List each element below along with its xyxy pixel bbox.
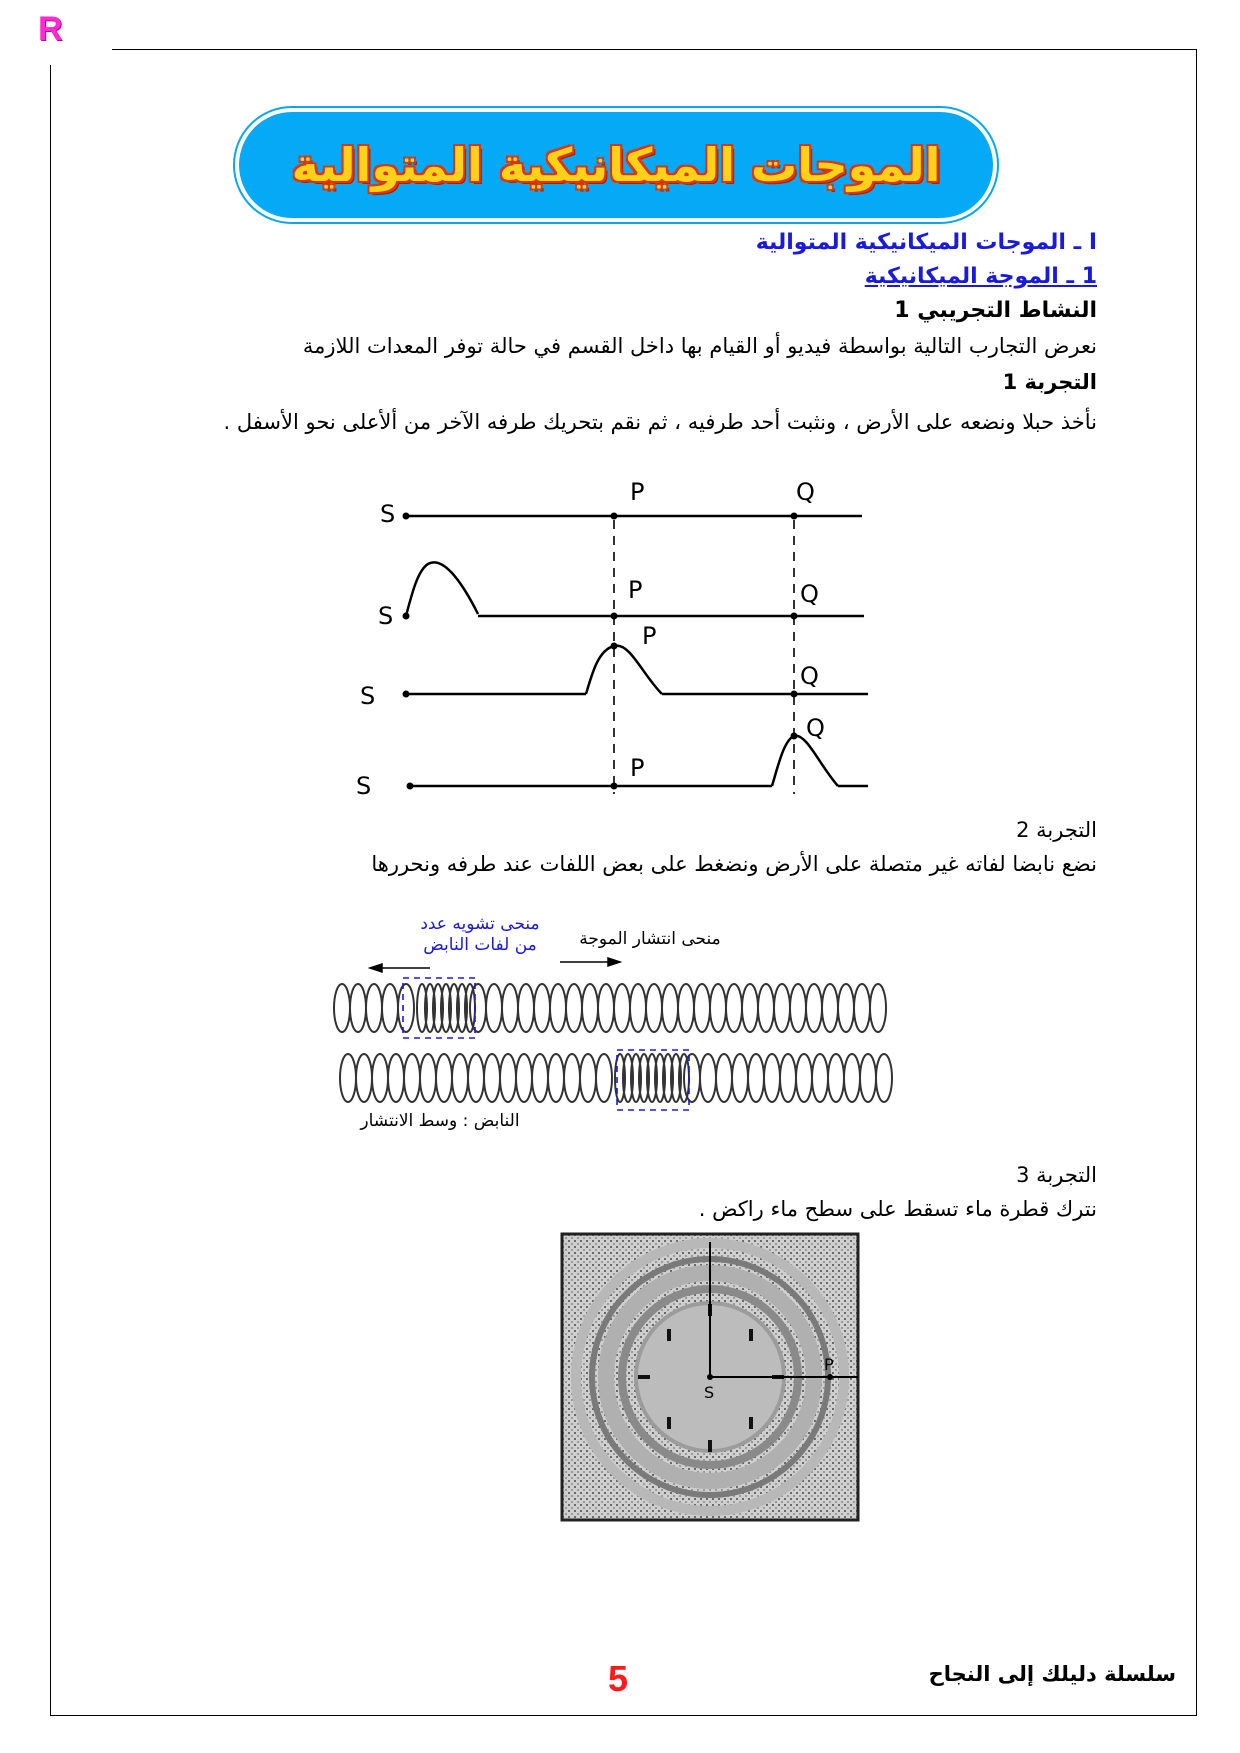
spring-coil [758,984,774,1032]
activity-heading: النشاط التجريبي 1 [894,298,1097,323]
spring-coil [812,1054,828,1102]
propagation-direction-label: منحى انتشار الموجة [579,929,721,949]
spring-coil [700,1054,716,1102]
spring-wave-figure [330,912,930,1140]
spring-coil [780,1054,796,1102]
series-name: سلسلة دليلك إلى النجاح [928,1662,1176,1686]
spring-coil [860,1054,876,1102]
page-frame-right [1196,49,1197,1715]
rope-label-p-3: P [642,622,657,650]
experiment-1-title: التجربة 1 [1002,370,1097,394]
spring-coil [694,984,710,1032]
spring-coil [828,1054,844,1102]
spring-coil [486,984,502,1032]
spring-coil [598,984,614,1032]
spring-top [334,984,886,1032]
spring-coil [452,1054,468,1102]
experiment-2-title: التجربة 2 [1016,818,1097,842]
spring-coil [582,984,598,1032]
ripple-label-s: S [704,1383,715,1402]
spring-coil [630,984,646,1032]
spring-coil [334,984,350,1032]
spring-coil [548,1054,564,1102]
page-title: الموجات الميكانيكية المتوالية [291,138,941,192]
deformation-direction-label-2: من لفات النابض [423,935,537,955]
spring-coil [774,984,790,1032]
spring-coil [502,984,518,1032]
spring-coil [716,1054,732,1102]
rope-label-p-1: P [630,478,645,506]
rope-label-s-2: S [378,602,394,630]
spring-coil [404,1054,420,1102]
intro-paragraph: نعرض التجارب التالية بواسطة فيديو أو القيام بها داخل القسم في حالة توفر المعدات اللازمة [302,334,1097,358]
spring-coil [534,984,550,1032]
spring-coil [470,984,486,1032]
spring-coil [564,1054,580,1102]
rope-label-q-2: Q [800,580,819,608]
spring-coil [614,984,630,1032]
spring-coil [516,1054,532,1102]
spring-coil [366,984,382,1032]
spring-coil [854,984,870,1032]
spring-coil [838,984,854,1032]
rope-label-q-4: Q [806,714,825,742]
spring-coil [468,1054,484,1102]
page-frame-top [112,49,1197,50]
title-banner-inner [239,112,993,218]
spring-coil [764,1054,780,1102]
experiment-2-text: نضع نابضا لفاته غير متصلة على الأرض ونضغط على بعض اللفات عند طرفه ونحررها [371,852,1097,876]
spring-coil [710,984,726,1032]
spring-coil [732,1054,748,1102]
rope-label-p-4: P [630,754,645,782]
spring-coil [646,984,662,1032]
experiment-3-title: التجربة 3 [1016,1163,1097,1187]
spring-coil [822,984,838,1032]
spring-coil [500,1054,516,1102]
spring-coil [844,1054,860,1102]
page-frame-left [50,65,51,1715]
experiment-1-text: نأخذ حبلا ونضعه على الأرض ، ونثبت أحد طرفيه ، ثم نقم بتحريك طرفه الآخر من ألأعلى نحو الأسفل . [223,410,1097,434]
spring-coil [518,984,534,1032]
page-frame-bottom [50,1715,1197,1716]
spring-coil [340,1054,356,1102]
spring-coil [372,1054,388,1102]
ripple-figure [562,1234,858,1520]
spring-coil [484,1054,500,1102]
rope-label-s-1: S [380,500,396,528]
spring-coil [662,984,678,1032]
spring-coil [420,1054,436,1102]
spring-coil [742,984,758,1032]
section-heading: I ـ الموجات الميكانيكية المتوالية [755,230,1097,255]
spring-bottom [340,1054,892,1102]
spring-coil [726,984,742,1032]
page-number: 5 [607,1658,629,1699]
spring-coil [532,1054,548,1102]
spring-coil [870,984,886,1032]
spring-coil [748,1054,764,1102]
spring-coil [382,984,398,1032]
rope-label-s-3: S [360,682,376,710]
ripple-label-p: P [824,1355,834,1374]
rope-label-p-2: P [628,576,643,604]
spring-coil [550,984,566,1032]
spring-coil [350,984,366,1032]
spring-coil [806,984,822,1032]
rope-wave-figure [356,478,880,810]
subsection-heading: 1 ـ الموجة الميكانيكية [864,264,1097,289]
title-banner [233,106,999,224]
spring-coil [356,1054,372,1102]
spring-coil [398,984,414,1032]
rope-label-q-3: Q [800,662,819,690]
brand-logo: R [38,10,63,48]
spring-coil [796,1054,812,1102]
spring-coil [790,984,806,1032]
spring-coil [436,1054,452,1102]
spring-coil [580,1054,596,1102]
rope-label-s-4: S [356,772,372,800]
spring-coil [876,1054,892,1102]
experiment-3-text: نترك قطرة ماء تسقط على سطح ماء راكض . [698,1197,1097,1221]
spring-coil [388,1054,404,1102]
spring-coil [684,1054,700,1102]
spring-coil [566,984,582,1032]
rope-label-q-1: Q [796,478,815,506]
spring-coil [678,984,694,1032]
deformation-direction-label: منحى تشويه عدد [420,914,540,934]
spring-coil [596,1054,612,1102]
medium-label: النابض : وسط الانتشار [360,1111,520,1131]
